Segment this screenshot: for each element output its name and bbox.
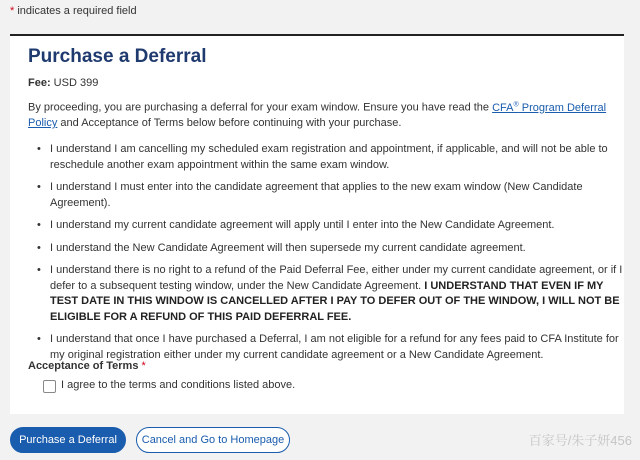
acceptance-of-terms-label <box>28 360 146 372</box>
page-title: Purchase a Deferral <box>28 46 207 67</box>
intro-text-after: and Acceptance of Terms below before continuing with your purchase. <box>57 117 402 130</box>
deferral-card <box>10 34 624 414</box>
acceptance-label-text: Acceptance of Terms <box>28 360 139 372</box>
registered-mark: ® <box>513 101 519 108</box>
watermark: 百家号/朱子妍456 <box>528 433 632 448</box>
required-star: * <box>10 5 15 17</box>
required-field-note <box>10 5 137 17</box>
acceptance-required-star: * <box>138 360 146 372</box>
policy-link-cfa: CFA <box>492 101 514 114</box>
term-item-3: • I understand my current candidate agreement will apply until I enter into the New Candidate Agreement. <box>50 218 632 234</box>
terms-list <box>28 142 632 370</box>
intro-text-before: By proceeding, you are purchasing a deferral for your exam window. Ensure you have read the <box>28 101 493 114</box>
term-item-4: • I understand the New Candidate Agreement will then supersede my current candidate agreement. <box>50 241 632 257</box>
required-note-text: indicates a required field <box>14 5 137 17</box>
fee-value: USD 399 <box>50 77 99 89</box>
fee-label: Fee: <box>28 77 51 89</box>
fee-line <box>28 77 98 89</box>
cancel-go-home-button[interactable]: Cancel and Go to Homepage <box>136 427 290 453</box>
purchase-deferral-button[interactable]: Purchase a Deferral <box>10 427 126 453</box>
term-item-5 <box>50 263 632 325</box>
agree-terms-label[interactable]: I agree to the terms and conditions listed above. <box>61 379 296 391</box>
policy-link-rest: Program Deferral Policy <box>28 101 607 130</box>
intro-paragraph <box>28 97 610 132</box>
term-item-2: • I understand I must enter into the candidate agreement that applies to the new exam window (New Candidate Agreement). <box>50 180 632 211</box>
term-item-6: • I understand that once I have purchased a Deferral, I am not eligible for a refund for any fees paid to CFA Institute for my original registration either under my current candidate agreement or a New Candidate Agreement. <box>50 332 632 363</box>
term-item-1: • I understand I am cancelling my scheduled exam registration and appointment, if applicable, and will not be able to reschedule another exam appointment within the same exam window. <box>50 142 632 173</box>
term-5-text: I understand there is no right to a refund of the Paid Deferral Fee, either under my current candidate agreement, or if I defer to a subsequent testing window, under the New Candidate Agreement. <box>50 264 623 292</box>
agree-terms-checkbox[interactable] <box>43 380 56 393</box>
term-5-bold-warning: I UNDERSTAND THAT EVEN IF MY TEST DATE IN THIS WINDOW IS CANCELLED AFTER I PAY TO DEFER OUT OF THE WINDOW, I WILL NOT BE ELIGIBLE FOR A REFUND OF THIS PAID DEFERRAL FEE. <box>50 279 620 323</box>
